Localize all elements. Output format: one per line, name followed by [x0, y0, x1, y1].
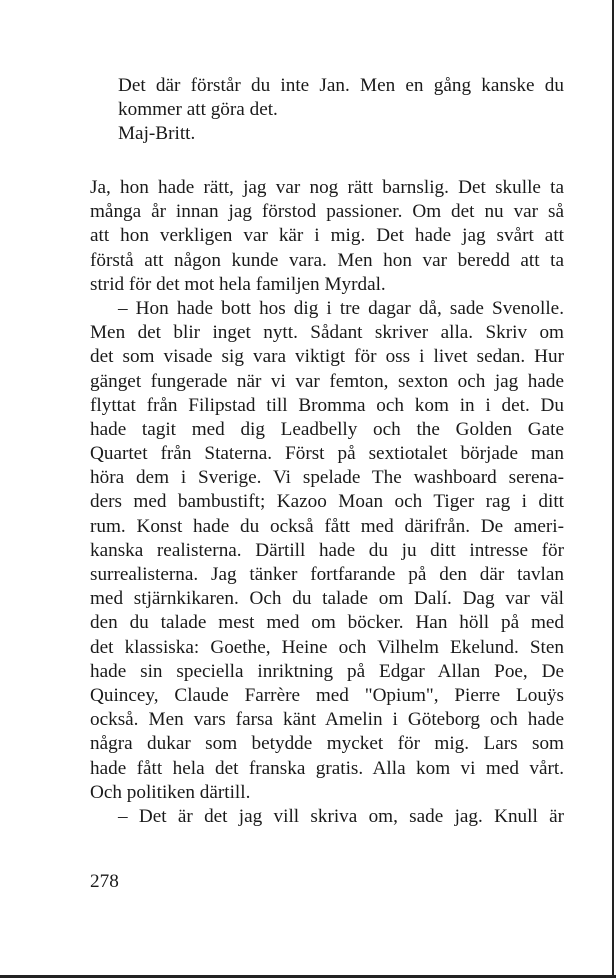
paragraph-line: rum. Konst hade du också fått med därifrån. De ameri-	[90, 515, 564, 537]
paragraph-line: strid för det mot hela familjen Myrdal.	[90, 273, 386, 295]
paragraph-line: att hon verkligen var kär i mig. Det hade jag svårt att	[90, 225, 564, 247]
paragraph-line: många år innan jag förstod passioner. Om det nu var så	[90, 201, 564, 223]
paragraph-line: Och politiken därtill.	[90, 781, 251, 803]
paragraph-line: – Det är det jag vill skriva om, sade jag. Knull är	[118, 805, 564, 827]
letter-line: Det där förstår du inte Jan. Men en gång kanske du	[118, 75, 564, 96]
paragraph-line: surrealisterna. Jag tänker fortfarande på den där tavlan	[90, 564, 564, 585]
page-edge-right	[612, 0, 614, 978]
paragraph-line: hade fått hela det franska gratis. Alla kom vi med vårt.	[90, 757, 564, 779]
letter-line: kommer att göra det.	[118, 99, 278, 121]
paragraph-line: Quartet från Staterna. Först på sextiotalet började man	[90, 443, 564, 465]
page-number: 278	[90, 871, 119, 892]
paragraph-line: den du talade mest med om böcker. Han höll på med	[90, 612, 564, 634]
paragraph-line: Ja, hon hade rätt, jag var nog rätt barnslig. Det skulle ta	[90, 177, 564, 198]
paragraph-line: hade tagit med dig Leadbelly och the Golden Gate	[90, 418, 564, 440]
paragraph-line: gänget fungerade när vi var femton, sexton och jag hade	[90, 370, 564, 392]
paragraph-line: förstå att någon kunde vara. Men hon var beredd att ta	[90, 249, 564, 271]
paragraph-line: flyttat från Filipstad till Bromma och kom in i det. Du	[90, 394, 564, 416]
paragraph-line: med stjärnkikaren. Och du talade om Dalí. Dag var väl	[90, 588, 564, 610]
body-text	[90, 176, 564, 829]
paragraph-line: – Hon hade bott hos dig i tre dagar då, sade Svenolle.	[118, 297, 564, 319]
paragraph-line: också. Men vars farsa känt Amelin i Göteborg och hade	[90, 709, 564, 731]
paragraph-line: Quincey, Claude Farrère med "Opium", Pierre Louÿs	[90, 684, 564, 706]
letter-signature: Maj-Britt.	[118, 123, 196, 145]
paragraph-line: kanska realisterna. Därtill hade du ju ditt intresse för	[90, 539, 564, 561]
paragraph-line: Men det blir inget nytt. Sådant skriver alla. Skriv om	[90, 322, 564, 344]
paragraph-line: höra dem i Sverige. Vi spelade The washboard serena-	[90, 467, 564, 489]
paragraph-line: det som visade sig vara viktigt för oss i livet sedan. Hur	[90, 346, 564, 368]
paragraph-line: hade sin speciella inriktning på Edgar Allan Poe, De	[90, 660, 564, 682]
paragraph-line: några dukar som betydde mycket för mig. Lars som	[90, 733, 564, 755]
paragraph-line: ders med bambustift; Kazoo Moan och Tiger rag i ditt	[90, 491, 564, 513]
letter-quote	[118, 74, 564, 147]
paragraph-line: det klassiska: Goethe, Heine och Vilhelm Ekelund. Sten	[90, 636, 564, 658]
